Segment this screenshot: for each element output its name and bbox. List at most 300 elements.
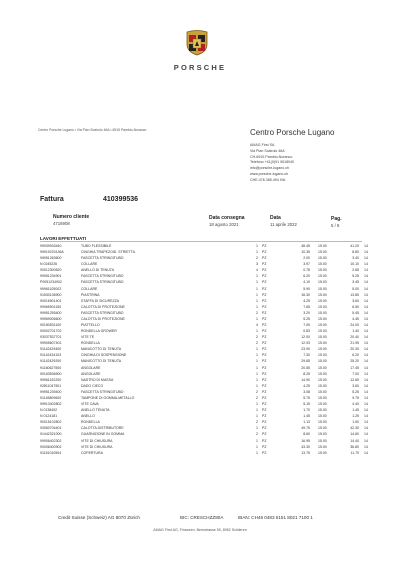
item-vat-code: 14 (364, 292, 368, 297)
item-unit: PZ (262, 256, 267, 261)
item-unit-price: 48.45 (301, 244, 310, 248)
item-quantity: 1 (256, 353, 258, 358)
item-discount: 15.00 (318, 310, 327, 315)
item-unit-price: 49.75 (301, 426, 310, 431)
item-total: 36.80 (350, 444, 359, 449)
item-quantity: 1 (256, 365, 258, 370)
item-description: VITE DI CHIUSURA (81, 438, 113, 443)
item-code: 99951239400 (40, 389, 62, 394)
item-quantity: 2 (256, 256, 258, 261)
item-description: FASCETTA STRINGITUBO (81, 310, 124, 315)
table-row (40, 450, 368, 456)
item-description: RONDELLA (81, 341, 100, 346)
item-discount: 15.00 (318, 371, 327, 376)
item-vat-code: 14 (364, 304, 368, 309)
item-unit-price: 0.83 (303, 329, 310, 334)
item-code: 99961192200 (40, 377, 62, 382)
invoice-date-value: 11 aprile 2022 (270, 222, 297, 227)
item-description: ANELLO DI TENUTA (81, 268, 114, 273)
customer-number-value: 4716908 (53, 221, 70, 226)
item-vat-code: 14 (364, 402, 368, 407)
delivery-date-value: 18 agosto 2021 (209, 222, 239, 227)
item-quantity: 1 (256, 274, 258, 279)
item-total: 14.40 (350, 438, 359, 443)
item-discount: 15.00 (318, 402, 327, 407)
item-unit: PZ (262, 335, 267, 340)
item-total: 7.00 (352, 371, 359, 376)
item-unit: PZ (262, 341, 267, 346)
item-discount: 15.00 (318, 329, 327, 334)
item-code: 91145809600 (40, 395, 62, 400)
item-description: ANGOLARE (81, 365, 101, 370)
item-total: 25.20 (350, 359, 359, 364)
item-code: 92811047501 (40, 383, 62, 388)
item-code: 90006400902 (40, 444, 62, 449)
item-description: MANICOTTO DI TENUTA (81, 347, 122, 352)
item-description: ANELLO (81, 414, 95, 419)
item-unit-price: 43.30 (301, 444, 310, 449)
item-vat-code: 14 (364, 274, 368, 279)
item-unit-price: 3.20 (303, 310, 310, 315)
item-discount: 15.00 (318, 438, 327, 443)
item-discount: 15.00 (318, 268, 327, 273)
item-quantity: 1 (256, 280, 258, 285)
item-description: FASCETTA STRINGITUBO (81, 274, 124, 279)
item-discount: 15.00 (318, 323, 327, 328)
item-discount: 15.00 (318, 450, 327, 455)
item-quantity: 1 (256, 304, 258, 309)
item-discount: 15.00 (318, 365, 327, 370)
item-description: GUARNIZIONE IN GOMMA (81, 432, 125, 437)
item-description: COPERTURA (81, 450, 103, 455)
item-vat-code: 14 (364, 310, 368, 315)
item-discount: 15.00 (318, 286, 327, 291)
item-vat-code: 14 (364, 335, 368, 340)
item-description: TAMPONE DI GOMMA-METALLO (81, 395, 135, 400)
item-unit: PZ (262, 244, 267, 248)
item-total: 24.00 (350, 323, 359, 328)
item-description: MANICOTTO DI TENUTA (81, 359, 122, 364)
item-description: CALOTTA DI PROTEZIONE (81, 316, 125, 321)
item-unit-price: 4.25 (303, 383, 310, 388)
item-total: 6.20 (352, 353, 359, 358)
item-code: 91142429200 (40, 359, 62, 364)
item-unit-price: 23.90 (301, 347, 310, 352)
item-unit: PZ (262, 450, 267, 455)
item-total: 41.20 (350, 244, 359, 248)
item-quantity: 1 (256, 438, 258, 443)
item-quantity: 1 (256, 316, 258, 321)
item-vat-code: 14 (364, 244, 368, 248)
item-discount: 15.00 (318, 304, 327, 309)
item-description: PIATTELLO (81, 323, 100, 328)
website-link[interactable]: www.porsche-lugano.ch (250, 171, 289, 176)
item-discount: 15.00 (318, 250, 327, 255)
item-unit-price: 7.65 (303, 304, 310, 309)
item-unit-price: 8.25 (303, 371, 310, 376)
address-line: Via Pian Scairolo 46A (250, 148, 285, 153)
company-footer-line: AMAG First AG, Finanzen, Bernstrasse 59, 8952 Schlieren (153, 528, 247, 532)
item-unit: PZ (262, 438, 267, 443)
item-vat-code: 14 (364, 426, 368, 431)
item-total: 5.25 (352, 274, 359, 279)
item-discount: 15.00 (318, 341, 327, 346)
item-vat-code: 14 (364, 298, 368, 303)
customer-number-label: Numero cliente (53, 214, 90, 220)
item-unit: PZ (262, 268, 267, 273)
item-total: 3.60 (352, 383, 359, 388)
item-code: N 0124181 (40, 414, 58, 419)
item-description: COLLARE (81, 286, 98, 291)
item-description: ANELLO TENUTA (81, 408, 110, 413)
item-quantity: 2 (256, 341, 258, 346)
item-unit-price: 10.35 (301, 250, 310, 255)
invoice-label: Fattura (40, 196, 64, 203)
item-quantity: 2 (256, 395, 258, 400)
item-total: 5.25 (352, 389, 359, 394)
item-unit: PZ (262, 304, 267, 309)
item-vat-code: 14 (364, 353, 368, 358)
item-code: 90016901401 (40, 298, 62, 303)
item-description: VITE CAVA (81, 402, 99, 407)
item-quantity: 1 (256, 347, 258, 352)
item-description: DADO CIECO (81, 383, 104, 388)
item-description: PIASTRINA (81, 292, 100, 297)
item-code: 90015102802 (40, 420, 62, 425)
item-unit: PZ (262, 353, 267, 358)
item-unit: PZ (262, 383, 267, 388)
item-code: 99913402802 (40, 402, 62, 407)
item-vat-code: 14 (364, 432, 368, 437)
item-discount: 15.00 (318, 298, 327, 303)
item-unit: PZ (262, 250, 267, 255)
item-unit-price: 3.08 (303, 389, 310, 394)
iban-number: IBAN: CH46 0483 5151 8021 7100 1 (238, 515, 313, 520)
item-vat-code: 14 (364, 280, 368, 285)
item-total: 5.45 (352, 310, 359, 315)
item-code: P0051234902 (40, 280, 62, 285)
section-divider (40, 241, 362, 242)
item-discount: 15.00 (318, 444, 327, 449)
item-vat-code: 14 (364, 414, 368, 419)
item-unit: PZ (262, 444, 267, 449)
item-code: 99951255400 (40, 310, 62, 315)
item-unit: PZ (262, 274, 267, 279)
item-quantity: 2 (256, 420, 258, 425)
item-quantity: 3 (256, 262, 258, 267)
item-discount: 15.00 (318, 274, 327, 279)
item-description: FASCETTA STRINGITUBO (81, 256, 124, 261)
address-line: AMAG First SA (250, 143, 275, 147)
item-code: 91442321000 (40, 432, 62, 437)
item-discount: 15.00 (318, 426, 327, 431)
item-total: 20.30 (350, 347, 359, 352)
item-total: 3.40 (352, 256, 359, 261)
item-vat-code: 14 (364, 365, 368, 370)
item-discount: 15.00 (318, 408, 327, 413)
item-vat-code: 14 (364, 395, 368, 400)
item-unit: PZ (262, 408, 267, 413)
item-unit-price: 16.30 (301, 292, 310, 297)
item-total: 4.40 (352, 402, 359, 407)
item-code: 91530136900 (40, 292, 62, 297)
item-vat-code: 14 (364, 256, 368, 261)
item-quantity: 2 (256, 389, 258, 394)
item-vat-code: 14 (364, 316, 368, 321)
item-unit-price: 3.97 (303, 262, 310, 267)
item-code: 99961105002 (40, 286, 62, 291)
item-total: 1.90 (352, 420, 359, 425)
item-quantity: 2 (256, 310, 258, 315)
item-discount: 15.00 (318, 359, 327, 364)
item-code: 91160627500 (40, 365, 62, 370)
phone-line: Telefono +41(0)91 9618040 (250, 160, 295, 165)
item-code: 93060704401 (40, 426, 62, 431)
item-total: 12.65 (350, 377, 359, 382)
item-vat-code: 14 (364, 286, 368, 291)
item-unit-price: 13.75 (301, 450, 310, 455)
item-unit: PZ (262, 371, 267, 376)
item-description: COLLARE (81, 262, 98, 267)
item-unit: PZ (262, 377, 267, 382)
item-code: 99919233136A (40, 250, 64, 255)
item-unit: PZ (262, 286, 267, 291)
item-quantity: 1 (256, 408, 258, 413)
item-quantity: 4 (256, 268, 258, 273)
item-total: 13.85 (350, 292, 359, 297)
item-discount: 15.00 (318, 383, 327, 388)
item-unit: PZ (262, 298, 267, 303)
item-total: 9.75 (352, 395, 359, 400)
item-description: NASTRO DI MASSA (81, 377, 114, 382)
bank-name: Credit Suisse (Schweiz) AG 8070 Zürich (58, 515, 140, 520)
item-code: 90002701702 (40, 329, 62, 334)
email-link[interactable]: info@porsche-lugano.ch (250, 166, 290, 171)
item-quantity: 1 (256, 444, 258, 449)
item-unit-price: 14.90 (301, 377, 310, 382)
item-discount: 15.00 (318, 353, 327, 358)
item-quantity: 1 (256, 450, 258, 455)
item-discount: 15.00 (318, 432, 327, 437)
item-quantity: 1 (256, 414, 258, 419)
item-total: 11.70 (350, 450, 359, 455)
item-code: 99906402302 (40, 438, 62, 443)
item-quantity: 1 (256, 329, 258, 334)
item-quantity: 2 (256, 432, 258, 437)
item-code: 93037537701 (40, 335, 62, 340)
item-code: 99969006600 (40, 316, 62, 321)
item-total: 8.80 (352, 250, 359, 255)
item-discount: 15.00 (318, 377, 327, 382)
section-title: LAVORI EFFETTUATI (40, 236, 87, 241)
item-unit-price: 6.20 (303, 274, 310, 279)
item-quantity: 1 (256, 244, 258, 248)
item-total: 4.45 (352, 316, 359, 321)
item-description: RONDELLA (81, 420, 100, 425)
item-code: 99965901150 (40, 304, 62, 309)
item-code: N 0245226 (40, 262, 58, 267)
item-total: 1.40 (352, 329, 359, 334)
item-unit: PZ (262, 432, 267, 437)
item-discount: 15.00 (318, 280, 327, 285)
item-quantity: 1 (256, 383, 258, 388)
item-code: N 0138492 (40, 408, 58, 413)
item-vat-code: 14 (364, 444, 368, 449)
item-vat-code: 14 (364, 262, 368, 267)
item-code: 99951263600 (40, 256, 62, 261)
item-vat-code: 14 (364, 420, 368, 425)
item-unit-price: 8.60 (303, 432, 310, 437)
delivery-date-label: Data consegna (209, 215, 245, 221)
vat-number: CHE-476.385.494 IVA (250, 177, 286, 182)
item-quantity: 1 (256, 426, 258, 431)
item-discount: 15.00 (318, 292, 327, 297)
item-code: 90163536900 (40, 371, 62, 376)
item-vat-code: 14 (364, 341, 368, 346)
item-unit-price: 12.00 (301, 335, 310, 340)
item-unit-price: 4.25 (303, 298, 310, 303)
item-unit-price: 1.70 (303, 408, 310, 413)
item-unit: PZ (262, 389, 267, 394)
item-unit: PZ (262, 323, 267, 328)
item-description: FASCETTA STRINGITUBO (81, 389, 124, 394)
item-unit-price: 1.13 (303, 420, 310, 425)
item-description: ANGOLARE (81, 371, 101, 376)
item-vat-code: 14 (364, 359, 368, 364)
item-unit: PZ (262, 426, 267, 431)
item-quantity: 1 (256, 292, 258, 297)
item-unit-price: 4.10 (303, 280, 310, 285)
item-discount: 15.00 (318, 420, 327, 425)
item-unit: PZ (262, 365, 267, 370)
item-unit: PZ (262, 420, 267, 425)
item-total: 1.45 (352, 408, 359, 413)
item-code: 99905607401 (40, 341, 62, 346)
item-unit-price: 7.05 (303, 323, 310, 328)
porsche-wordmark: PORSCHE (173, 63, 227, 72)
item-vat-code: 14 (364, 329, 368, 334)
item-unit: PZ (262, 280, 267, 285)
item-vat-code: 14 (364, 389, 368, 394)
item-vat-code: 14 (364, 383, 368, 388)
item-unit-price: 29.65 (301, 359, 310, 364)
item-code: 90012300520 (40, 268, 62, 273)
item-unit-price: 5.75 (303, 395, 310, 400)
item-unit-price: 12.93 (301, 341, 310, 346)
item-description: RONDELLA GROWER (81, 329, 117, 334)
item-quantity: 4 (256, 323, 258, 328)
item-vat-code: 14 (364, 250, 368, 255)
item-unit-price: 7.30 (303, 353, 310, 358)
item-description: CALOTTA DI PROTEZIONE (81, 304, 125, 309)
item-quantity: 1 (256, 371, 258, 376)
item-unit-price: 1.45 (303, 414, 310, 419)
company-name: Centro Porsche Lugano (250, 128, 335, 137)
sender-address-line: Centro Porsche Lugano • Via Pian Scairolo 46A • 6915 Pambio-Noranco (38, 128, 147, 132)
item-unit: PZ (262, 262, 267, 267)
item-code: 99939933440 (40, 244, 62, 248)
page-value: 5 / 8 (331, 223, 340, 228)
item-description: VITE TE (81, 335, 95, 340)
item-discount: 15.00 (318, 262, 327, 267)
item-total: 14.60 (350, 432, 359, 437)
item-total: 10.10 (350, 262, 359, 267)
item-code: 91151010504 (40, 450, 62, 455)
page-label: Pag. (331, 216, 342, 222)
item-total: 3.45 (352, 280, 359, 285)
item-unit-price: 0.78 (303, 268, 310, 273)
item-vat-code: 14 (364, 371, 368, 376)
item-unit: PZ (262, 347, 267, 352)
item-vat-code: 14 (364, 268, 368, 273)
invoice-date-label: Data (270, 215, 281, 221)
item-discount: 15.00 (318, 335, 327, 340)
item-unit-price: 2.00 (303, 256, 310, 261)
item-unit-price: 5.90 (303, 286, 310, 291)
item-vat-code: 14 (364, 323, 368, 328)
item-quantity: 1 (256, 359, 258, 364)
item-total: 2.65 (352, 268, 359, 273)
item-unit: PZ (262, 414, 267, 419)
item-vat-code: 14 (364, 347, 368, 352)
invoice-number: 410399536 (103, 196, 139, 203)
item-total: 3.60 (352, 298, 359, 303)
item-unit: PZ (262, 310, 267, 315)
item-total: 1.25 (352, 414, 359, 419)
item-quantity: 1 (256, 286, 258, 291)
item-discount: 15.00 (318, 244, 327, 248)
line-items-table (40, 243, 368, 456)
item-total: 5.00 (352, 286, 359, 291)
item-discount: 15.00 (318, 414, 327, 419)
item-unit: PZ (262, 402, 267, 407)
item-vat-code: 14 (364, 450, 368, 455)
item-total: 21.95 (350, 341, 359, 346)
item-description: CINGHIA TRAPEZOID. STRIETTA (81, 250, 135, 255)
item-total: 20.40 (350, 335, 359, 340)
item-discount: 15.00 (318, 389, 327, 394)
item-vat-code: 14 (364, 377, 368, 382)
item-unit: PZ (262, 316, 267, 321)
item-description: CALOTTA DISTRIBUTORE (81, 426, 124, 431)
item-unit-price: 16.95 (301, 438, 310, 443)
item-quantity: 1 (256, 250, 258, 255)
item-quantity: 1 (256, 298, 258, 303)
bic-code: BIC: CRESCHZZ80A (180, 515, 224, 520)
item-code: 90180531100 (40, 323, 62, 328)
item-discount: 15.00 (318, 347, 327, 352)
item-unit-price: 20.55 (301, 365, 310, 370)
address-line: CH-6915 Pambio-Noranco (250, 154, 293, 159)
item-unit: PZ (262, 395, 267, 400)
item-total: 6.50 (352, 304, 359, 309)
porsche-crest-logo (186, 30, 208, 56)
item-description: TUBO FLESSIBILE (81, 244, 112, 248)
item-code: 91142434103 (40, 353, 62, 358)
item-quantity: 1 (256, 402, 258, 407)
item-quantity: 2 (256, 335, 258, 340)
item-code: 99951234901 (40, 274, 62, 279)
item-unit: PZ (262, 329, 267, 334)
item-total: 42.30 (350, 426, 359, 431)
item-discount: 15.00 (318, 395, 327, 400)
item-unit-price: 5.15 (303, 402, 310, 407)
item-unit-price: 5.25 (303, 316, 310, 321)
item-unit: PZ (262, 292, 267, 297)
item-description: CINGHIA DI SOSPENSIONE (81, 353, 127, 358)
item-code: 91142429400 (40, 347, 62, 352)
item-quantity: 1 (256, 377, 258, 382)
